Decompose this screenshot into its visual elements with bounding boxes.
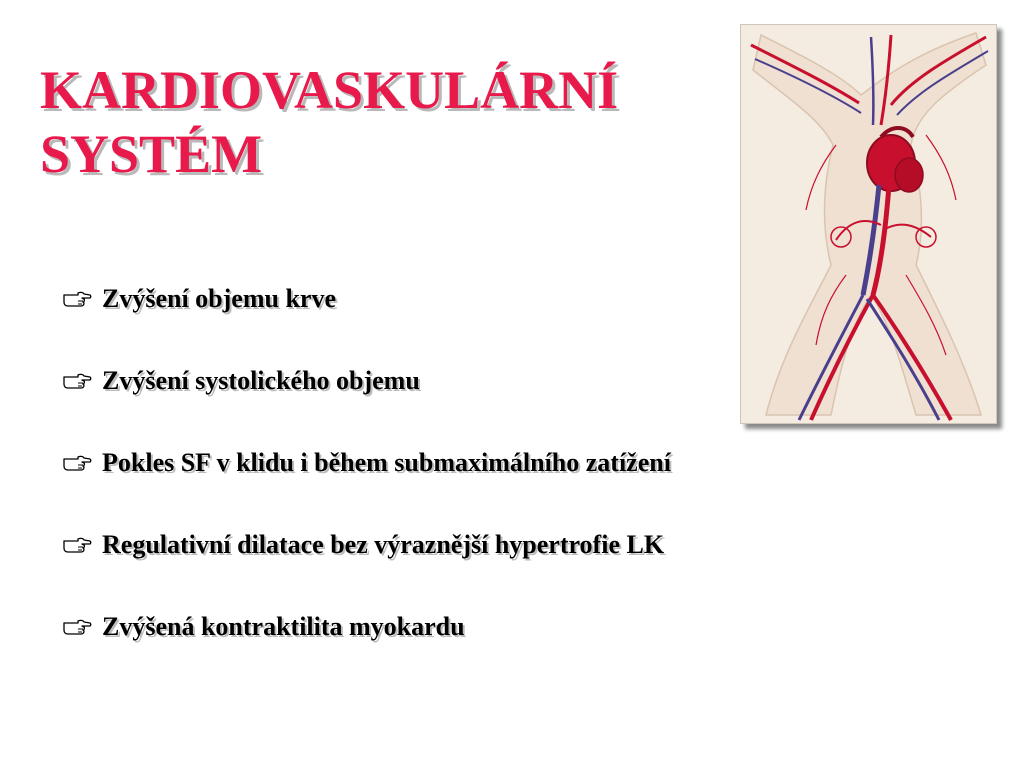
pointing-hand-icon	[62, 617, 92, 637]
bullet-item	[62, 360, 671, 401]
bullet-text: Zvýšená kontraktilita myokardu	[102, 611, 465, 641]
bullet-text: Pokles SF v klidu i během submaximálního zatížení	[102, 447, 671, 477]
bullet-item	[62, 606, 671, 647]
bullet-text: Zvýšení objemu krve	[102, 283, 336, 313]
slide-title	[40, 58, 740, 186]
bullet-list	[62, 278, 671, 688]
bullet-text: Regulativní dilatace bez výraznější hypertrofie LK	[102, 529, 665, 559]
pointing-hand-icon	[62, 535, 92, 555]
pointing-hand-icon	[62, 289, 92, 309]
slide-title-line-1: KARDIOVASKULÁRNÍ	[40, 60, 619, 120]
pointing-hand-icon	[62, 371, 92, 391]
circulatory-system-image	[740, 24, 997, 424]
bullet-item	[62, 278, 671, 319]
bullet-text: Zvýšení systolického objemu	[102, 365, 420, 395]
bullet-item	[62, 442, 671, 483]
pointing-hand-icon	[62, 453, 92, 473]
slide-title-line-2: SYSTÉM	[40, 124, 263, 184]
bullet-item	[62, 524, 671, 565]
